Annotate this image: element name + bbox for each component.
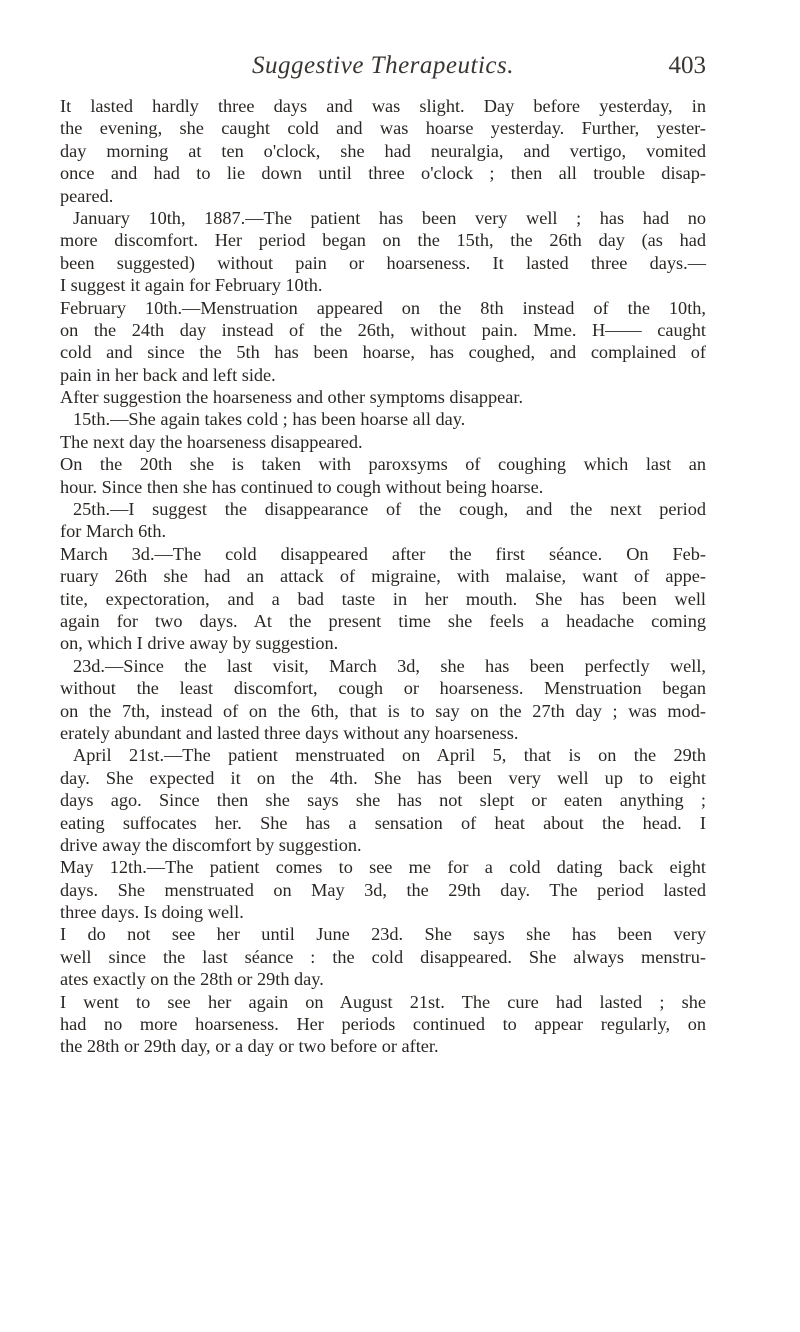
- text-line: tite, expectoration, and a bad taste in her mouth. She has been well: [60, 588, 706, 609]
- text-line: for March 6th.: [60, 521, 167, 542]
- text-line: I suggest it again for February 10th.: [60, 275, 323, 296]
- text-line: After suggestion the hoarseness and other symptoms disappear.: [60, 387, 524, 408]
- text-line: 25th.—I suggest the disappearance of the cough, and the next period: [73, 499, 706, 520]
- text-line: May 12th.—The patient comes to see me for a cold dating back eight: [60, 857, 706, 878]
- text-line: more discomfort. Her period began on the 15th, the 26th day (as had: [60, 230, 706, 251]
- running-title: Suggestive Therapeutics.: [252, 52, 514, 79]
- text-line: hour. Since then she has continued to cough without being hoarse.: [60, 476, 544, 497]
- text-line: the evening, she caught cold and was hoarse yesterday. Further, yester-: [60, 118, 706, 139]
- text-line: April 21st.—The patient menstruated on April 5, that is on the 29th: [73, 745, 706, 766]
- text-line: I went to see her again on August 21st. The cure had lasted ; she: [60, 991, 706, 1012]
- text-line: on the 24th day instead of the 26th, without pain. Mme. H—— caught: [60, 319, 706, 340]
- text-line: day. She expected it on the 4th. She has been very well up to eight: [60, 767, 706, 788]
- text-line: erately abundant and lasted three days without any hoarseness.: [60, 722, 519, 743]
- text-line: on, which I drive away by suggestion.: [60, 633, 339, 654]
- text-line: on the 7th, instead of on the 6th, that is to say on the 27th day ; was mod-: [60, 700, 706, 721]
- text-line: eating suffocates her. She has a sensation of heat about the head. I: [60, 812, 706, 833]
- text-line: been suggested) without pain or hoarseness. It lasted three days.—: [60, 252, 706, 273]
- text-line: peared.: [60, 185, 114, 206]
- text-line: days ago. Since then she says she has not slept or eaten anything ;: [60, 790, 706, 811]
- running-head: [60, 52, 706, 92]
- text-line: had no more hoarseness. Her periods continued to appear regularly, on: [60, 1014, 706, 1035]
- text-line: 23d.—Since the last visit, March 3d, she has been perfectly well,: [73, 655, 706, 676]
- text-line: three days. Is doing well.: [60, 902, 244, 923]
- page-number: 403: [668, 52, 706, 79]
- text-line: The next day the hoarseness disappeared.: [60, 431, 363, 452]
- text-line: the 28th or 29th day, or a day or two before or after.: [60, 1036, 439, 1057]
- text-line: ates exactly on the 28th or 29th day.: [60, 969, 324, 990]
- text-line: drive away the discomfort by suggestion.: [60, 834, 362, 855]
- text-line: day morning at ten o'clock, she had neuralgia, and vertigo, vomited: [60, 140, 706, 161]
- text-line: again for two days. At the present time she feels a headache coming: [60, 610, 706, 631]
- text-line: It lasted hardly three days and was slight. Day before yesterday, in: [60, 96, 706, 116]
- text-line: pain in her back and left side.: [60, 364, 276, 385]
- text-line: March 3d.—The cold disappeared after the first séance. On Feb-: [60, 543, 706, 564]
- text-line: February 10th.—Menstruation appeared on the 8th instead of the 10th,: [60, 297, 706, 318]
- body-text: [60, 95, 706, 1058]
- text-line: On the 20th she is taken with paroxsyms of coughing which last an: [60, 454, 706, 475]
- text-line: without the least discomfort, cough or hoarseness. Menstruation began: [60, 678, 706, 699]
- text-line: January 10th, 1887.—The patient has been very well ; has had no: [73, 207, 706, 228]
- text-line: well since the last séance : the cold disappeared. She always menstru-: [60, 946, 706, 967]
- text-line: once and had to lie down until three o'clock ; then all trouble disap-: [60, 163, 706, 184]
- text-line: days. She menstruated on May 3d, the 29th day. The period lasted: [60, 879, 706, 900]
- text-line: 15th.—She again takes cold ; has been hoarse all day.: [73, 409, 466, 430]
- text-line: ruary 26th she had an attack of migraine, with malaise, want of appe-: [60, 566, 706, 587]
- text-line: I do not see her until June 23d. She says she has been very: [60, 924, 706, 945]
- text-line: cold and since the 5th has been hoarse, has coughed, and complained of: [60, 342, 706, 363]
